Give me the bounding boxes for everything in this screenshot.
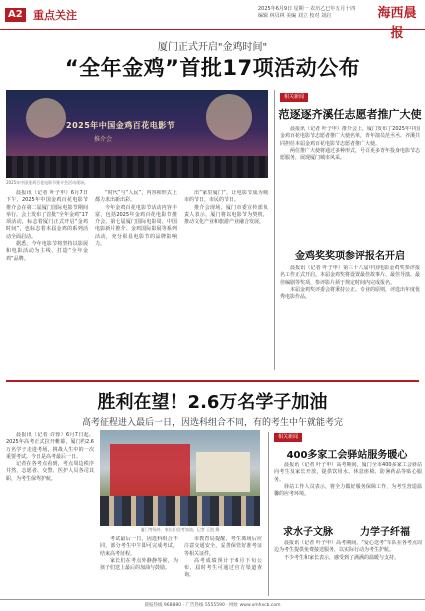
story1-column-1 [6,190,88,368]
section-title: 重点关注 [33,9,77,22]
editor-line: 编辑 林贝林 美编 刘立 校对 刘启 [258,13,331,19]
date-info [258,6,370,20]
sidebar-headline-2: 金鸡奖奖项参评报名开启 [295,251,405,262]
story2-column-3 [184,536,262,596]
sidebar2-text-1 [274,462,422,520]
newspaper-logo: 海西晨报 [377,6,417,41]
sidebar2-headline-2a: 求水子文脉 [283,527,333,538]
paragraph: 晨报讯（记者 叶子申）第三十八届中国电影金鸡奖参评报名工作正式开启。本届金鸡奖将设置最佳故事片、最佳导演、最佳编剧等奖项，参评影片须于规定时间内完成报名。 [280,265,420,286]
banner [110,444,190,496]
stage-light [26,98,66,138]
paragraph: 两位推广大使将通过多种形式，号召更多青年投身电影节志愿服务，展现厦门城市风采。 [280,147,420,162]
paragraph: 出“家里厦门”，让电影节成为城市的节日，市民的节日。 [184,190,268,204]
column-divider [274,90,275,370]
paragraph: 晨报讯（记者 叶子申）高考期间，厦门全市400多家工会驿站向考生及家长开放，提供饮用水、休息座椅、防暑药品等贴心服务。 [274,462,422,483]
sidebar2-headline-1: 400多家工会驿站服务暖心 [286,450,408,461]
paragraph: 晨报讯（记者 许蓉）6月7日起，2025年高考正式拉开帷幕，厦门约2.6万名学子走进考场，挑战人生中的一次重要考试。今日是高考最后一日。 [6,432,94,460]
section-divider [6,380,419,382]
story1-photo [6,90,268,178]
audience [6,156,268,178]
crowd [100,496,260,526]
story2-column-2 [100,536,178,596]
story1-column-3 [184,190,268,368]
paragraph: “时代”与“人民”，内容和形式上都力求出新出彩。 [95,190,177,204]
related-news-tag: 相关新闻 [280,93,308,102]
photo-event-sub: 推介会 [94,136,113,143]
story2-column-1 [6,432,94,596]
paragraph: 晨报讯（记者 叶子申）高考期间，“爱心送考”车队在各考点周边为考生提供免费接送服务，以实际行动为考生护航。 [274,540,422,554]
paragraph: 不少考生和家长表示，感受到了满满的温暖与支持。 [284,554,400,561]
column-divider [268,432,269,596]
page-number: A2 [5,8,26,22]
story1-kicker: 厦门正式开启"金鸡时间" [157,42,268,53]
story1-column-2 [95,190,177,368]
story2-photo [100,430,260,526]
paragraph: 高考成绩预计于6月下旬公布，届时考生可通过官方渠道查询。 [184,557,262,579]
sidebar-headline-1: 范逐逐齐溪任志愿者推广大使 [278,108,422,121]
paragraph: 本届金鸡奖评委会将秉持公正、专业的原则，评选出年度优秀电影作品。 [280,286,420,301]
sidebar-text-2 [280,265,420,369]
paragraph: 市教育局提醒，考生离场后应注意交通安全，妥善保管好准考证等相关证件。 [184,536,262,557]
paragraph: 晨报讯（记者 叶子申）6月7日下午，2025年中国金鸡百花电影节推介会在第二届厦门国际电影节期间举行。会上发布了首批“全年金鸡”17项活动，标志着厦门正式开启“金鸡时间”，也标志着本届金鸡的系列活动全面启动。 [6,190,88,240]
sidebar-text-1 [280,126,420,238]
sign-board [196,452,250,492]
stage-light [206,94,252,140]
paragraph: 推介会现场，厦门市委宣传部负责人表示，厦门将以电影节为契机，推动文化产业和旅游产业融合发展。 [184,204,268,226]
page-footer: 晨报热线 968880 · 广告热线 5555590 · 网址 www.xmhxcb.com [0,599,425,611]
paragraph: 晨报讯（记者 叶子申）推介会上，厦门发布了2025年中国金鸡百花电影节志愿者推广大使名单，青年演员范丞丞、齐溪共同担任本届金鸡百花电影节志愿者推广大使。 [280,126,420,147]
paragraph: 驿站工作人员表示，将全力做好服务保障工作，为考生营造温馨的应考环境。 [274,483,422,498]
story2-subhead: 高考征程进入最后一日，因选科组合不同，有的考生中午就能考完 [81,418,343,428]
story1-headline: “全年金鸡”首批17项活动公布 [64,56,361,80]
paragraph: 据悉，今年电影节将坚持以影展和电影活动为主线，打造“全年金鸡”品牌。 [6,241,88,262]
story1-caption: 2025年中国金鸡百花电影节推介会活动现场。 [6,180,89,185]
sidebar2-headline-2b: 力学子纤福 [360,527,410,538]
paragraph: 今年金鸡百花电影节活动内容丰富，包括2025年金鸡百花电影节推介会、第七届厦门国际电影周、中国电影新片推介、金鸡国际影展等系列活动，充分彰显电影节的品牌影响力。 [95,204,177,248]
paragraph: 家长们在考点外静静等候，为孩子们送上最后的加油与鼓励。 [100,557,178,572]
story2-headline: 胜利在望！2.6万名学子加油 [97,392,328,413]
story2-caption: 厦门考场外，家长们送考加油。记者 王凯 摄 [140,527,220,532]
related-news-tag: 相关新闻 [274,433,302,442]
paragraph: 考试最后一日，因选科组合不同，部分考生中午即可完成考试，结束高考征程。 [100,536,178,557]
masthead [0,0,425,41]
paragraph: 记者在各考点看到，考点周边秩序井然，志愿者、交警、医护人员各司其职，为考生保驾护航。 [6,461,94,482]
sidebar2-text-2 [274,540,422,596]
date-line: 2025年6月9日 星期一 农历乙巳年五月十四 [258,6,356,12]
photo-event-title: 2025年中国金鸡百花电影节 [66,121,176,130]
